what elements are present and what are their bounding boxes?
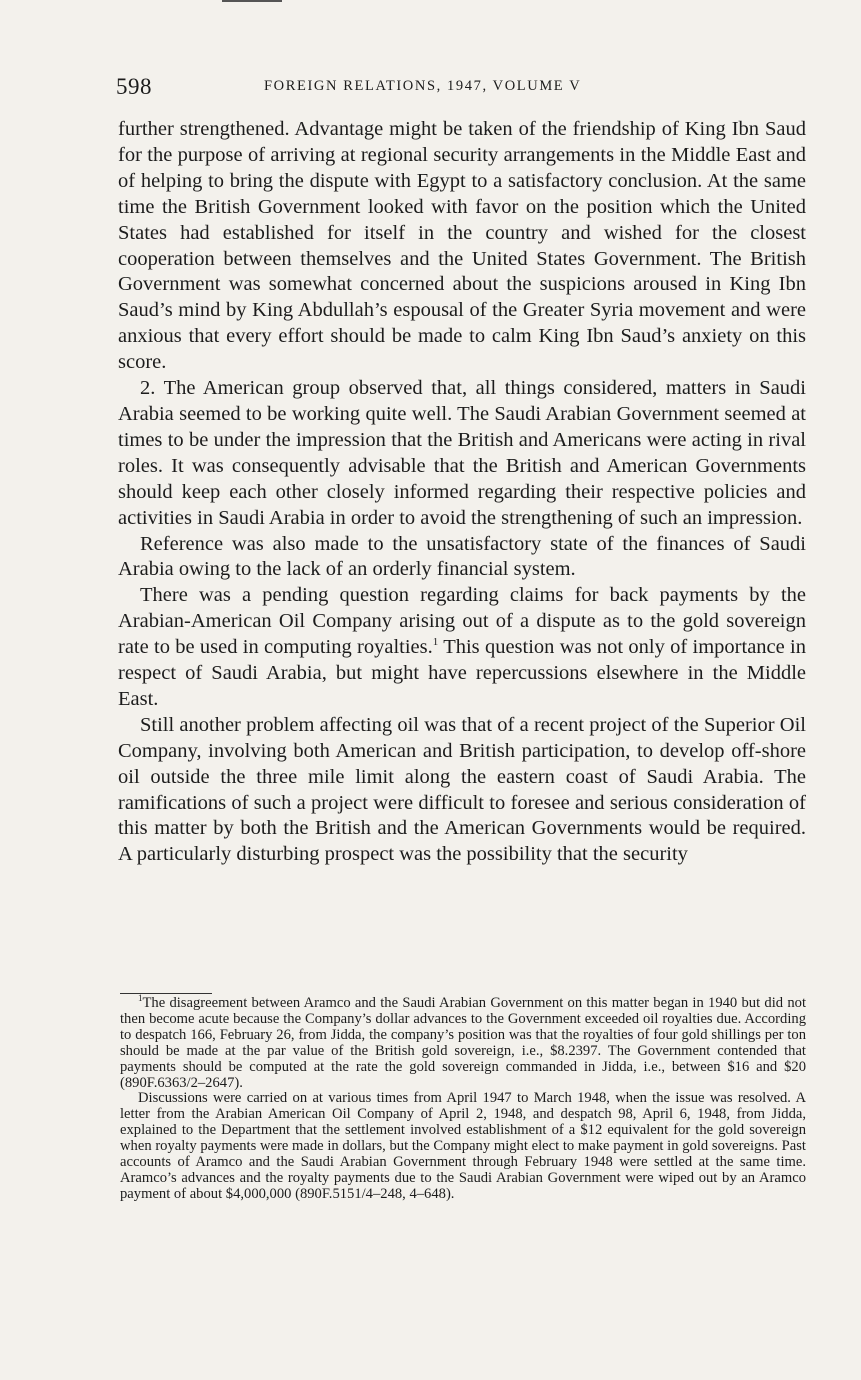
running-head: FOREIGN RELATIONS, 1947, VOLUME V [264, 78, 582, 94]
paragraph-3: Reference was also made to the unsatisfactory state of the finances of Saudi Arabia owing to the lack of an orderly financial system. [118, 532, 806, 581]
footnote-1-text: The disagreement between Aramco and the Saudi Arabian Government on this matter began in 1940 but did not then become acute because the Company’s dollar advances to the Government exceeded oil royalties due. According to despatch 166, February 26, from Jidda, the company’s position was that the royalties of four gold shillings per ton should be made at the par value of the British gold sovereign, i.e., $8.2397. The Government contended that payments should be computed at the rate the gold sovereign commanded in Jidda, i.e., between $16 and $20 (890F.6363/2–2647). [120, 995, 806, 1091]
page-header [116, 74, 806, 102]
paragraph-1: further strengthened. Advantage might be taken of the friendship of King Ibn Saud for the purpose of arriving at regional security arrangements in the Middle East and of helping to bring the dispute with Egypt to a satisfactory conclusion. At the same time the British Government looked with favor on the position which the United States had established for itself in the country and wished for the closest cooperation between themselves and the United States Government. The British Government was somewhat concerned about the suspicions aroused in King Ibn Saud’s mind by King Abdullah’s espousal of the Greater Syria movement and were anxious that every effort should be made to calm King Ibn Saud’s anxiety on this score. [118, 118, 806, 374]
paragraph-4-part-b: This question was not only of importance in respect of Saudi Arabia, but might have repercussions elsewhere in the Middle East. [118, 636, 806, 710]
paragraph-2: 2. The American group observed that, all things considered, matters in Saudi Arabia seemed to be working quite well. The Saudi Arabian Government seemed at times to be under the impression that the British and Americans were acting in rival roles. It was consequently advisable that the British and American Governments should keep each other closely informed regarding their respective policies and activities in Saudi Arabia in order to avoid the strengthening of such an impression. [118, 377, 806, 529]
page-number: 598 [116, 74, 152, 99]
paragraph-4 [118, 583, 806, 713]
footnote-marker: 1 [138, 993, 143, 1004]
body-text [118, 117, 806, 868]
footnote-1-continuation: Discussions were carried on at various times from April 1947 to March 1948, when the issue was resolved. A letter from the Arabian American Oil Company of April 2, 1948, and despatch 98, April 6, 1948, from Jidda, explained to the Department that the settlement involved establishment of a $12 equivalent for the gold sovereign when royalty payments were made in dollars, but the Company might elect to make payment in gold sovereigns. Past accounts of Aramco and the Saudi Arabian Government through February 1948 were settled at the same time. Aramco’s advances and the royalty payments due to the Saudi Arabian Government were wiped out by an Aramco payment of about $4,000,000 (890F.5151/4–248, 4–648). [120, 1090, 806, 1202]
footnotes [120, 993, 806, 1203]
footnote-rule [120, 993, 212, 994]
footnote-1 [120, 993, 806, 1091]
paragraph-5: Still another problem affecting oil was that of a recent project of the Superior Oil Company, involving both American and British participation, to develop off-shore oil outside the three mile limit along the eastern coast of Saudi Arabia. The ramifications of such a project were difficult to foresee and serious consideration of this matter by both the British and the American Governments would be required. A particularly disturbing prospect was the possibility that the security [118, 713, 806, 866]
footnote-reference: 1 [432, 636, 439, 649]
top-edge-mark [222, 0, 282, 2]
paragraph-4-part-a: There was a pending question regarding claims for back payments by the Arabian-American Oil Company arising out of a dispute as to the gold sovereign rate to be used in computing royalties. [118, 584, 806, 659]
